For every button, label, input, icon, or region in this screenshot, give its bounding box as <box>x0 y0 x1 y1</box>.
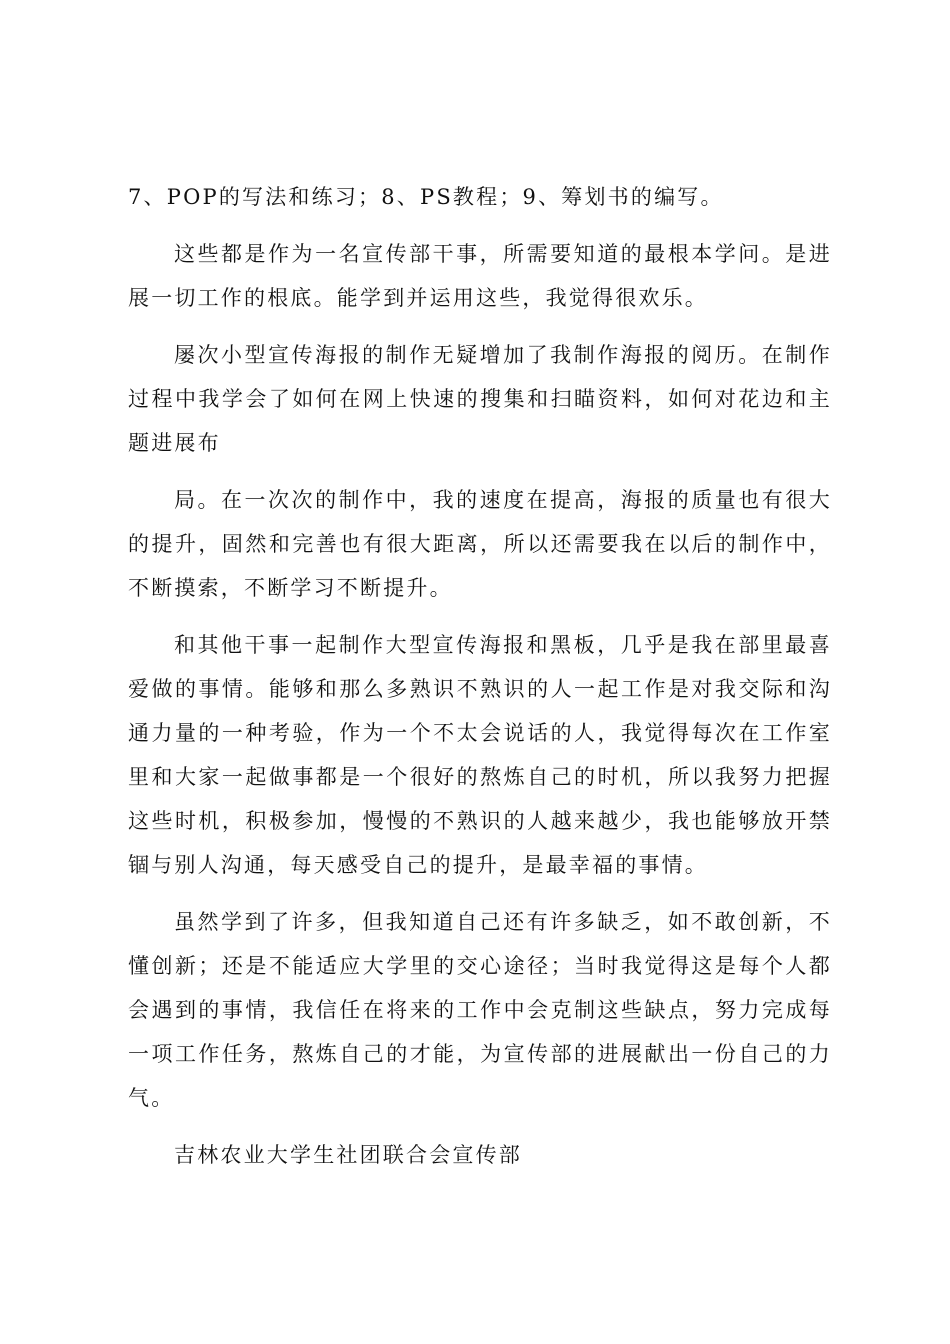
paragraph-basic-knowledge: 这些都是作为一名宣传部干事，所需要知道的最根本学问。是进展一切工作的根底。能学到并运用这些，我觉得很欢乐。 <box>128 242 832 310</box>
paragraph-layout-progress: 局。在一次次的制作中，我的速度在提高，海报的质量也有很大的提升，固然和完善也有很大距离，所以还需要我在以后的制作中，不断摸索，不断学习不断提升。 <box>128 488 832 600</box>
paragraph-small-posters: 屡次小型宣传海报的制作无疑增加了我制作海报的阅历。在制作过程中我学会了如何在网上快速的搜集和扫瞄资料，如何对花边和主题进展布 <box>128 343 832 455</box>
document-body <box>128 185 832 1190</box>
paragraph-teamwork: 和其他干事一起制作大型宣传海报和黑板，几乎是我在部里最喜爱做的事情。能够和那么多熟识不熟识的人一起工作是对我交际和沟通力量的一种考验，作为一个不太会说话的人，我觉得每次在工作室里和大家一起做事都是一个很好的熬炼自己的时机，所以我努力把握这些时机，积极参加，慢慢的不熟识的人越来越少，我也能够放开禁锢与别人沟通，每天感受自己的提升，是最幸福的事情。 <box>128 633 832 877</box>
signature-department: 吉林农业大学生社团联合会宣传部 <box>174 1143 522 1167</box>
paragraph-course-list: 7、POP的写法和练习；8、PS教程；9、筹划书的编写。 <box>128 185 724 209</box>
paragraph-shortcomings: 虽然学到了许多，但我知道自己还有许多缺乏，如不敢创新，不懂创新；还是不能适应大学里的交心途径；当时我觉得这是每个人都会遇到的事情，我信任在将来的工作中会克制这些缺点，努力完成每一项工作任务，熬炼自己的才能，为宣传部的进展献出一份自己的力气。 <box>128 910 832 1110</box>
